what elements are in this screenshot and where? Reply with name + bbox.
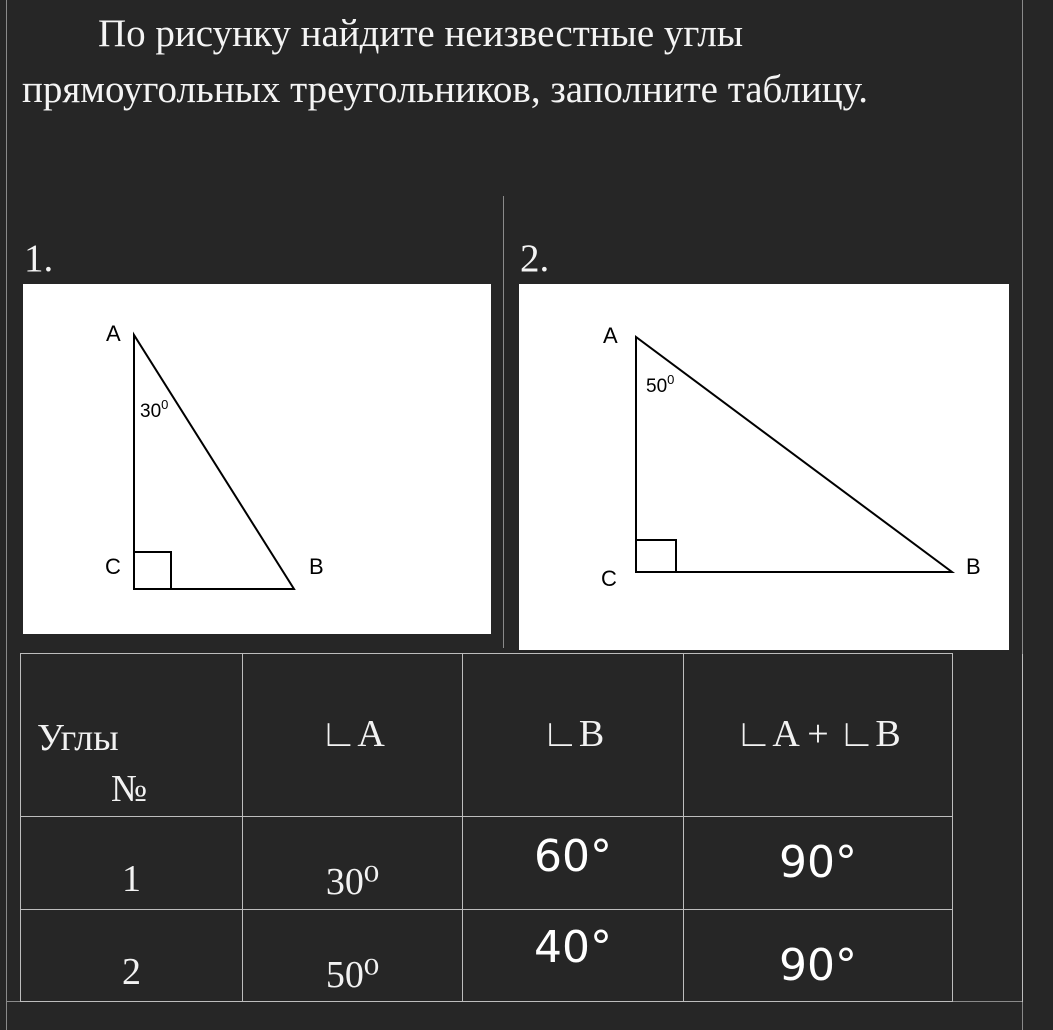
table-empty-cell [953, 654, 1023, 1002]
row-1-angle-b: 60° [534, 831, 612, 882]
row-1-angle-a-cell [243, 817, 463, 910]
row-2-angle-b-cell [463, 910, 684, 1002]
header-number-label: № [111, 768, 148, 810]
task-title-line-2: прямоугольных треугольников, заполните таблицу. [22, 68, 868, 111]
angle-a-value-2: $50^0$ [646, 372, 675, 397]
frame-left-line [6, 0, 7, 1030]
header-corner-cell [21, 654, 243, 817]
task-title [22, 6, 1022, 118]
task-title-line-1: По рисунку найдите неизвестные углы [98, 12, 744, 55]
figure-2-number: 2. [520, 237, 550, 280]
row-1-angle-b-cell [463, 817, 684, 910]
angle-a-value-1: $30^0$ [140, 397, 169, 422]
row-1-sum-cell [684, 817, 953, 910]
triangle-2-shape [636, 337, 952, 572]
row-2-sum-cell [684, 910, 953, 1002]
vertex-a-label-1: A [106, 321, 121, 346]
row-1-number-cell [21, 817, 243, 910]
figure-1-number: 1. [24, 237, 54, 280]
header-angles-label: Углы [37, 717, 119, 759]
right-angle-mark-1 [134, 552, 171, 589]
table-row [21, 910, 1023, 1002]
vertex-b-label-2: B [966, 554, 981, 579]
row-2-number: 2 [122, 951, 141, 993]
header-angle-b: ∟B [463, 654, 684, 817]
row-2-sum: 90° [779, 940, 857, 991]
row-2-angle-a-cell [243, 910, 463, 1002]
row-1-number: 1 [122, 858, 141, 900]
figure-1-triangle [23, 284, 491, 634]
table-row [21, 817, 1023, 910]
header-angle-a: ∟A [243, 654, 463, 817]
row-1-sum: 90° [779, 837, 857, 888]
figure-divider-line [503, 196, 504, 648]
row-2-angle-a: 50⁰ [325, 954, 380, 996]
figure-2-panel [519, 284, 1009, 650]
row-2-angle-b: 40° [534, 922, 612, 973]
header-angle-sum: ∟A + ∟B [684, 654, 953, 817]
vertex-a-label-2: A [603, 323, 618, 348]
row-2-number-cell [21, 910, 243, 1002]
vertex-b-label-1: B [309, 554, 324, 579]
table-header-row [21, 654, 1023, 817]
vertex-c-label-2: C [601, 566, 617, 591]
vertex-c-label-1: C [105, 554, 121, 579]
right-angle-mark-2 [636, 540, 676, 572]
triangle-1-shape [134, 335, 294, 589]
figure-1-panel [23, 284, 491, 634]
row-1-angle-a: 30⁰ [325, 861, 380, 903]
angles-table [20, 653, 1023, 1002]
figure-2-triangle [519, 284, 1009, 650]
